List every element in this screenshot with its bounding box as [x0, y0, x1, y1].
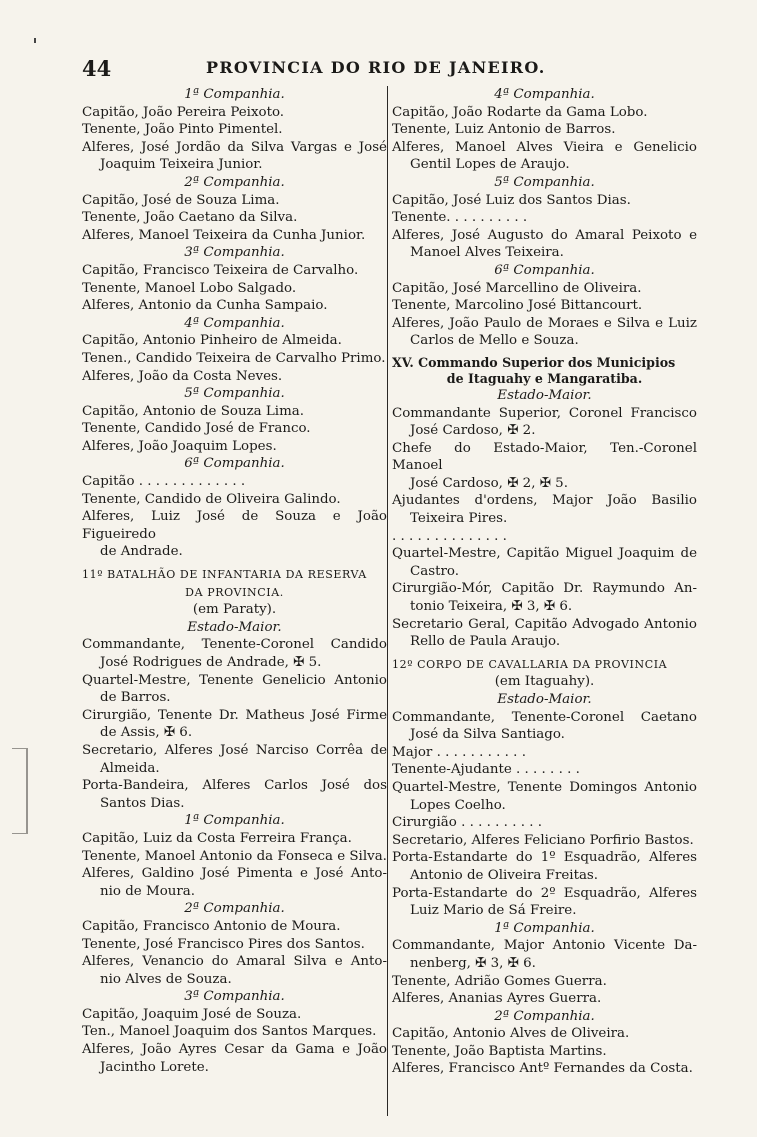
text-line: Cirurgião-Mór, Capitão Dr. Raymundo An-	[392, 581, 697, 597]
text-line: Carlos de Mello e Souza.	[410, 333, 579, 349]
text-line: nio de Moura.	[100, 883, 196, 899]
text-line: Tenente-Ajudante . . . . . . . .	[392, 762, 580, 778]
text-line: Tenente, Luiz Antonio de Barros.	[392, 122, 616, 138]
text-line: de Assis, ✠ 6.	[100, 725, 193, 741]
text-line: Secretario Geral, Capitão Advogado Antonio	[392, 616, 697, 632]
text-line: José Rodrigues de Andrade, ✠ 5.	[100, 655, 322, 670]
text-line: (em Itaguahy).	[494, 674, 595, 690]
text-line: Joaquim Teixeira Junior.	[100, 157, 263, 173]
section-heading: 3ª Companhia.	[184, 245, 285, 261]
section-heading: 1ª Companhia.	[184, 813, 285, 829]
section-heading: 2ª Companhia.	[494, 1008, 595, 1024]
section-heading: Estado-Maior.	[497, 387, 592, 403]
section-heading: 5ª Companhia.	[184, 386, 285, 402]
print-speck	[34, 38, 36, 43]
text-line: de Barros.	[100, 690, 171, 706]
section-heading: 6ª Companhia.	[494, 262, 595, 278]
left-column	[82, 86, 387, 1076]
section-heading: 5ª Companhia.	[494, 174, 595, 190]
text-line: Gentil Lopes de Araujo.	[410, 157, 570, 173]
text-line: Commandante Superior, Coronel Francisco	[392, 405, 697, 421]
text-line: Tenente, Candido de Oliveira Galindo.	[82, 491, 341, 507]
section-heading: 6ª Companhia.	[184, 456, 285, 472]
text-line: Capitão, Francisco Teixeira de Carvalho.	[82, 262, 359, 278]
text-line: Tenente, Marcolino José Bittancourt.	[392, 298, 643, 314]
text-line: Teixeira Pires.	[410, 511, 508, 527]
text-line: Ajudantes d'ordens, Major João Basilio	[392, 493, 697, 509]
text-line: Manoel Alves Teixeira.	[410, 245, 564, 261]
text-line: Alferes, Luiz José de Souza e João Figueiredo	[82, 509, 387, 542]
text-line: Capitão, José Marcellino de Oliveira.	[392, 280, 642, 296]
text-line: Tenente, Candido José de Franco.	[82, 421, 311, 437]
text-line: de Andrade.	[100, 544, 183, 560]
running-head: PROVINCIA DO RIO DE JANEIRO.	[206, 58, 546, 77]
text-line: Tenente. . . . . . . . . .	[392, 210, 528, 226]
text-line: Secretario, Alferes Feliciano Porfirio Bastos.	[392, 832, 694, 848]
section-heading: 4ª Companhia.	[184, 315, 285, 331]
text-line: Commandante, Tenente-Coronel Caetano	[392, 709, 697, 725]
text-line: Capitão, Francisco Antonio de Moura.	[82, 918, 341, 934]
text-line: de Itaguahy e Mangaratiba.	[446, 370, 643, 386]
text-line: Quartel-Mestre, Tenente Genelicio Antonio	[82, 672, 387, 688]
text-line: 11º BATALHÃO DE INFANTARIA DA RESERVA	[82, 568, 367, 582]
text-line: Capitão . . . . . . . . . . . . .	[82, 474, 246, 490]
text-line: DA PROVINCIA.	[185, 585, 284, 599]
text-line: Quartel-Mestre, Capitão Miguel Joaquim de	[392, 546, 697, 562]
text-line: Major . . . . . . . . . . .	[392, 744, 526, 760]
text-line: José Cardoso, ✠ 2, ✠ 5.	[410, 475, 568, 491]
text-line: Tenente, José Francisco Pires dos Santos.	[82, 936, 365, 952]
text-line: Capitão, Antonio Pinheiro de Almeida.	[82, 333, 342, 349]
text-line: Alferes, João Joaquim Lopes.	[82, 438, 277, 454]
right-column	[392, 86, 697, 1078]
text-line: Alferes, João Ayres Cesar da Gama e João	[82, 1042, 387, 1058]
text-line: Cirurgião, Tenente Dr. Matheus José Firme	[82, 707, 387, 723]
column-divider	[387, 86, 388, 1116]
text-line: Ten., Manoel Joaquim dos Santos Marques.	[82, 1024, 377, 1040]
text-line: Alferes, João da Costa Neves.	[82, 368, 283, 384]
text-line: Rello de Paula Araujo.	[410, 634, 561, 650]
section-heading: 2ª Companhia.	[184, 901, 285, 917]
text-line: Porta-Estandarte do 1º Esquadrão, Alferes	[392, 850, 697, 866]
text-line: Capitão, Antonio Alves de Oliveira.	[392, 1026, 630, 1042]
text-line: Jacintho Lorete.	[100, 1059, 209, 1075]
section-heading: 2ª Companhia.	[184, 174, 285, 190]
text-line: Porta-Bandeira, Alferes Carlos José dos	[82, 778, 387, 794]
text-line: nenberg, ✠ 3, ✠ 6.	[410, 955, 536, 971]
text-line: Commandante, Tenente-Coronel Candido	[82, 637, 387, 653]
text-line: Cirurgião . . . . . . . . . .	[392, 815, 542, 831]
section-heading: 1ª Companhia.	[494, 920, 595, 936]
text-line: Alferes, Francisco Antº Fernandes da Costa.	[392, 1061, 693, 1077]
page-number: 44	[82, 56, 112, 81]
text-line: Porta-Estandarte do 2º Esquadrão, Alferes	[392, 885, 697, 901]
section-heading: 3ª Companhia.	[184, 989, 285, 1005]
text-line: Antonio de Oliveira Freitas.	[410, 867, 599, 883]
text-line: tonio Teixeira, ✠ 3, ✠ 6.	[410, 599, 573, 615]
text-line: (em Paraty).	[192, 602, 277, 618]
text-line: Secretario, Alferes José Narciso Corrêa de	[82, 742, 387, 758]
text-line: Luiz Mario de Sá Freire.	[410, 903, 577, 919]
text-line: Chefe do Estado-Maior, Ten.-Coronel Manoel	[392, 440, 697, 474]
text-line: Alferes, Manoel Teixeira da Cunha Junior.	[82, 227, 366, 243]
text-line: Alferes, José Jordão da Silva Vargas e José	[82, 139, 387, 155]
text-line: Alferes, Manoel Alves Vieira e Genelicio	[392, 139, 697, 155]
text-line: Lopes Coelho.	[410, 797, 506, 813]
text-line: Tenente, Manoel Lobo Salgado.	[82, 280, 297, 296]
text-line: Tenente, João Baptista Martins.	[392, 1043, 607, 1059]
text-line: Tenente, Adrião Gomes Guerra.	[392, 973, 607, 989]
section-heading: Estado-Maior.	[187, 619, 282, 635]
text-line: José da Silva Santiago.	[410, 727, 565, 743]
text-line: XV. Commando Superior dos Municipios	[392, 354, 676, 370]
text-line: Tenen., Candido Teixeira de Carvalho Primo.	[82, 350, 386, 366]
text-line: José Cardoso, ✠ 2.	[410, 423, 536, 439]
text-line: Capitão, João Pereira Peixoto.	[82, 104, 285, 120]
text-line: . . . . . . . . . . . . . .	[392, 528, 507, 544]
text-line: 12º CORPO DE CAVALLARIA DA PROVINCIA	[392, 657, 668, 671]
section-heading: 4ª Companhia.	[494, 87, 595, 102]
text-line: Santos Dias.	[100, 795, 185, 811]
text-line: Almeida.	[100, 760, 160, 776]
text-line: Alferes, Venancio do Amaral Silva e Anto-	[82, 954, 387, 970]
text-line: Alferes, Antonio da Cunha Sampaio.	[82, 298, 328, 314]
margin-bracket-mark	[12, 748, 28, 834]
text-line: Commandante, Major Antonio Vicente Da-	[392, 938, 697, 954]
text-line: Alferes, Galdino José Pimenta e José Anto-	[82, 866, 387, 882]
section-heading: 1ª Companhia.	[184, 87, 285, 102]
text-line: Capitão, João Rodarte da Gama Lobo.	[392, 104, 648, 120]
text-line: Capitão, Joaquim José de Souza.	[82, 1006, 302, 1022]
text-line: Quartel-Mestre, Tenente Domingos Antonio	[392, 779, 697, 795]
section-heading: Estado-Maior.	[497, 692, 592, 707]
page-header	[82, 56, 697, 80]
text-line: Alferes, Ananias Ayres Guerra.	[392, 991, 602, 1007]
text-line: Castro.	[410, 563, 459, 579]
text-line: Tenente, João Pinto Pimentel.	[82, 122, 283, 138]
text-line: Capitão, Luiz da Costa Ferreira França.	[82, 830, 352, 846]
text-line: Capitão, Antonio de Souza Lima.	[82, 403, 305, 419]
text-line: nio Alves de Souza.	[100, 971, 232, 987]
text-line: Capitão, José Luiz dos Santos Dias.	[392, 192, 631, 208]
text-line: Tenente, Manoel Antonio da Fonseca e Silva.	[82, 848, 387, 864]
text-line: Alferes, João Paulo de Moraes e Silva e Luiz	[392, 315, 697, 331]
text-line: Alferes, José Augusto do Amaral Peixoto e	[392, 227, 697, 243]
text-line: Tenente, João Caetano da Silva.	[82, 210, 298, 226]
text-line: Capitão, José de Souza Lima.	[82, 192, 280, 208]
